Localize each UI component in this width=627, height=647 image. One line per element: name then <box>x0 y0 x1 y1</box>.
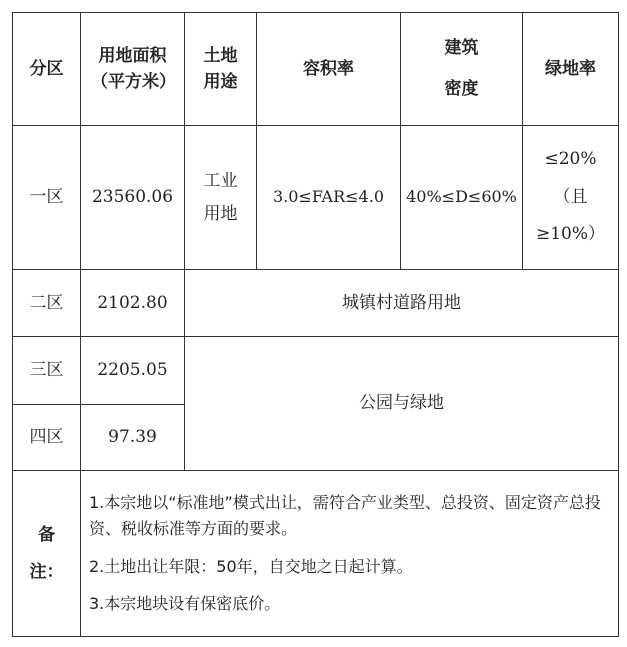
area-cell: 97.39 <box>81 405 185 471</box>
green-line-3: ≥10%） <box>535 224 606 245</box>
note-item: 1.本宗地以“标准地”模式出让，需符合产业类型、总投资、固定资产总投资、税收标准等方面的要求。 <box>89 493 601 538</box>
note-item: 3.本宗地块设有保密底价。 <box>89 594 281 614</box>
land-info-table <box>12 12 619 637</box>
header-green: 绿地率 <box>523 13 619 126</box>
notes-label-line-2: 注： <box>29 561 64 582</box>
zone-cell: 一区 <box>13 126 81 270</box>
table-row <box>13 126 619 270</box>
note-item: 2.土地出让年限：50年，自交地之日起计算。 <box>89 556 413 576</box>
header-area: 用地面积（平方米） <box>81 13 185 126</box>
merged-use-cell: 城镇村道路用地 <box>185 270 619 337</box>
notes-content <box>81 471 619 637</box>
far-cell: 3.0≤FAR≤4.0 <box>257 126 401 270</box>
notes-label <box>13 471 81 637</box>
merged-use-cell: 公园与绿地 <box>185 337 619 471</box>
area-cell: 23560.06 <box>81 126 185 270</box>
zone-cell: 四区 <box>13 405 81 471</box>
header-far: 容积率 <box>257 13 401 126</box>
use-cell: 工业用地 <box>185 126 257 270</box>
green-cell <box>523 126 619 270</box>
header-row <box>13 13 619 126</box>
notes-label-line-1: 备 <box>38 525 55 546</box>
zone-cell: 三区 <box>13 337 81 405</box>
table-row <box>13 337 619 405</box>
zone-cell: 二区 <box>13 270 81 337</box>
density-cell: 40%≤D≤60% <box>401 126 523 270</box>
area-cell: 2102.80 <box>81 270 185 337</box>
header-zone: 分区 <box>13 13 81 126</box>
table-row <box>13 270 619 337</box>
header-density: 建筑密度 <box>401 13 523 126</box>
green-line-1: ≤20% <box>544 149 597 170</box>
area-cell: 2205.05 <box>81 337 185 405</box>
header-use: 土地用途 <box>185 13 257 126</box>
green-line-2: （且 <box>553 186 588 207</box>
notes-row <box>13 471 619 637</box>
